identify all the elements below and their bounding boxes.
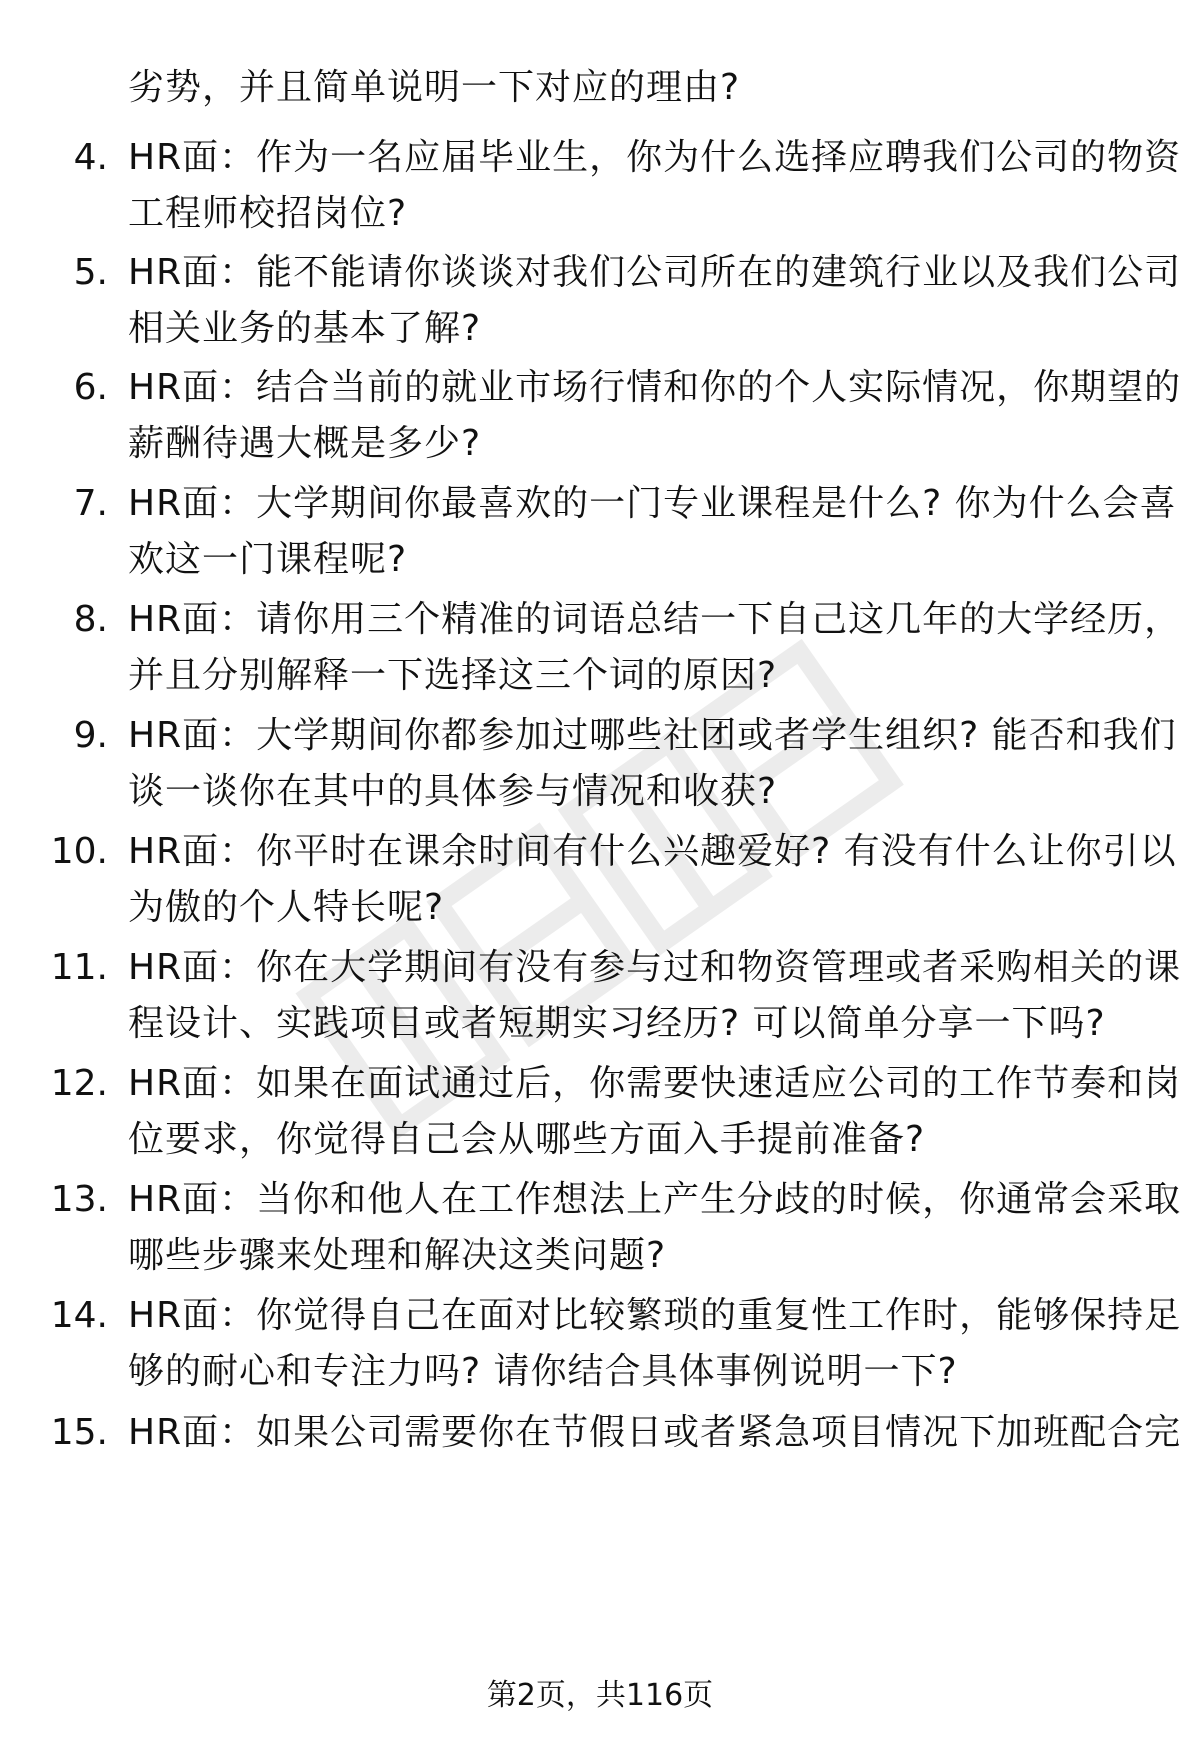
question-number: 4.	[73, 137, 108, 178]
question-text	[128, 130, 1182, 242]
question-line: 谈一谈你在其中的具体参与情况和收获?	[128, 771, 778, 812]
question-number: 7.	[73, 483, 108, 524]
question-line: HR面：如果公司需要你在节假日或者紧急项目情况下加班配合完	[128, 1412, 1182, 1453]
question-text	[128, 476, 1177, 588]
question-line: HR面：你觉得自己在面对比较繁琐的重复性工作时，能够保持足	[128, 1295, 1182, 1336]
question-line: HR面：你在大学期间有没有参与过和物资管理或者采购相关的课	[128, 947, 1182, 988]
question-number: 9.	[73, 715, 108, 756]
question-line: 欢这一门课程呢?	[128, 539, 408, 580]
question-line: HR面：结合当前的就业市场行情和你的个人实际情况，你期望的	[128, 367, 1182, 408]
question-line: HR面：大学期间你都参加过哪些社团或者学生组织? 能否和我们	[128, 715, 1177, 756]
question-line: HR面：你平时在课余时间有什么兴趣爱好? 有没有什么让你引以	[128, 831, 1177, 872]
question-text	[128, 1172, 1182, 1284]
question-line: 薪酬待遇大概是多少?	[128, 423, 482, 464]
question-line: HR面：当你和他人在工作想法上产生分歧的时候，你通常会采取	[128, 1179, 1182, 1220]
question-item	[0, 592, 1200, 704]
question-text	[128, 1405, 1182, 1461]
question-item	[0, 708, 1200, 820]
question-item	[0, 245, 1200, 357]
question-line: 程设计、实践项目或者短期实习经历? 可以简单分享一下吗?	[128, 1003, 1106, 1044]
page-footer: 第2页，共116页	[486, 1678, 714, 1713]
question-text	[128, 708, 1177, 820]
question-item	[0, 940, 1200, 1052]
question-text	[128, 940, 1182, 1052]
question-item	[0, 476, 1200, 588]
question-line: 工程师校招岗位?	[128, 193, 408, 234]
question-item	[0, 130, 1200, 242]
question-text	[128, 245, 1182, 357]
question-text	[128, 1288, 1182, 1400]
question-number: 13.	[50, 1179, 108, 1220]
question-line: HR面：如果在面试通过后，你需要快速适应公司的工作节奏和岗	[128, 1063, 1182, 1104]
question-item	[0, 824, 1200, 936]
question-item	[0, 1172, 1200, 1284]
question-line: HR面：大学期间你最喜欢的一门专业课程是什么? 你为什么会喜	[128, 483, 1177, 524]
question-line: 够的耐心和专注力吗? 请你结合具体事例说明一下?	[128, 1351, 958, 1392]
question-line: 并且分别解释一下选择这三个词的原因?	[128, 655, 778, 696]
question-item	[0, 360, 1200, 472]
question-line: 哪些步骤来处理和解决这类问题?	[128, 1235, 667, 1276]
question-line: 为傲的个人特长呢?	[128, 887, 445, 928]
question-number: 10.	[50, 831, 108, 872]
question-text	[128, 1056, 1182, 1168]
question-text	[128, 360, 1182, 472]
question-number: 12.	[50, 1063, 108, 1104]
question-line: HR面：请你用三个精准的词语总结一下自己这几年的大学经历，	[128, 599, 1182, 640]
question-number: 11.	[50, 947, 108, 988]
continuation-line: 劣势，并且简单说明一下对应的理由?	[128, 67, 741, 108]
question-text	[128, 592, 1182, 704]
question-line: 位要求，你觉得自己会从哪些方面入手提前准备?	[128, 1119, 926, 1160]
question-item	[0, 1405, 1200, 1517]
question-line: 相关业务的基本了解?	[128, 308, 482, 349]
question-number: 15.	[50, 1412, 108, 1453]
question-number: 14.	[50, 1295, 108, 1336]
question-number: 5.	[73, 252, 108, 293]
question-number: 8.	[73, 599, 108, 640]
question-item	[0, 1288, 1200, 1400]
question-line: HR面：能不能请你谈谈对我们公司所在的建筑行业以及我们公司	[128, 252, 1182, 293]
question-number: 6.	[73, 367, 108, 408]
question-item	[0, 1056, 1200, 1168]
question-text	[128, 824, 1177, 936]
question-line: HR面：作为一名应届毕业生，你为什么选择应聘我们公司的物资	[128, 137, 1182, 178]
